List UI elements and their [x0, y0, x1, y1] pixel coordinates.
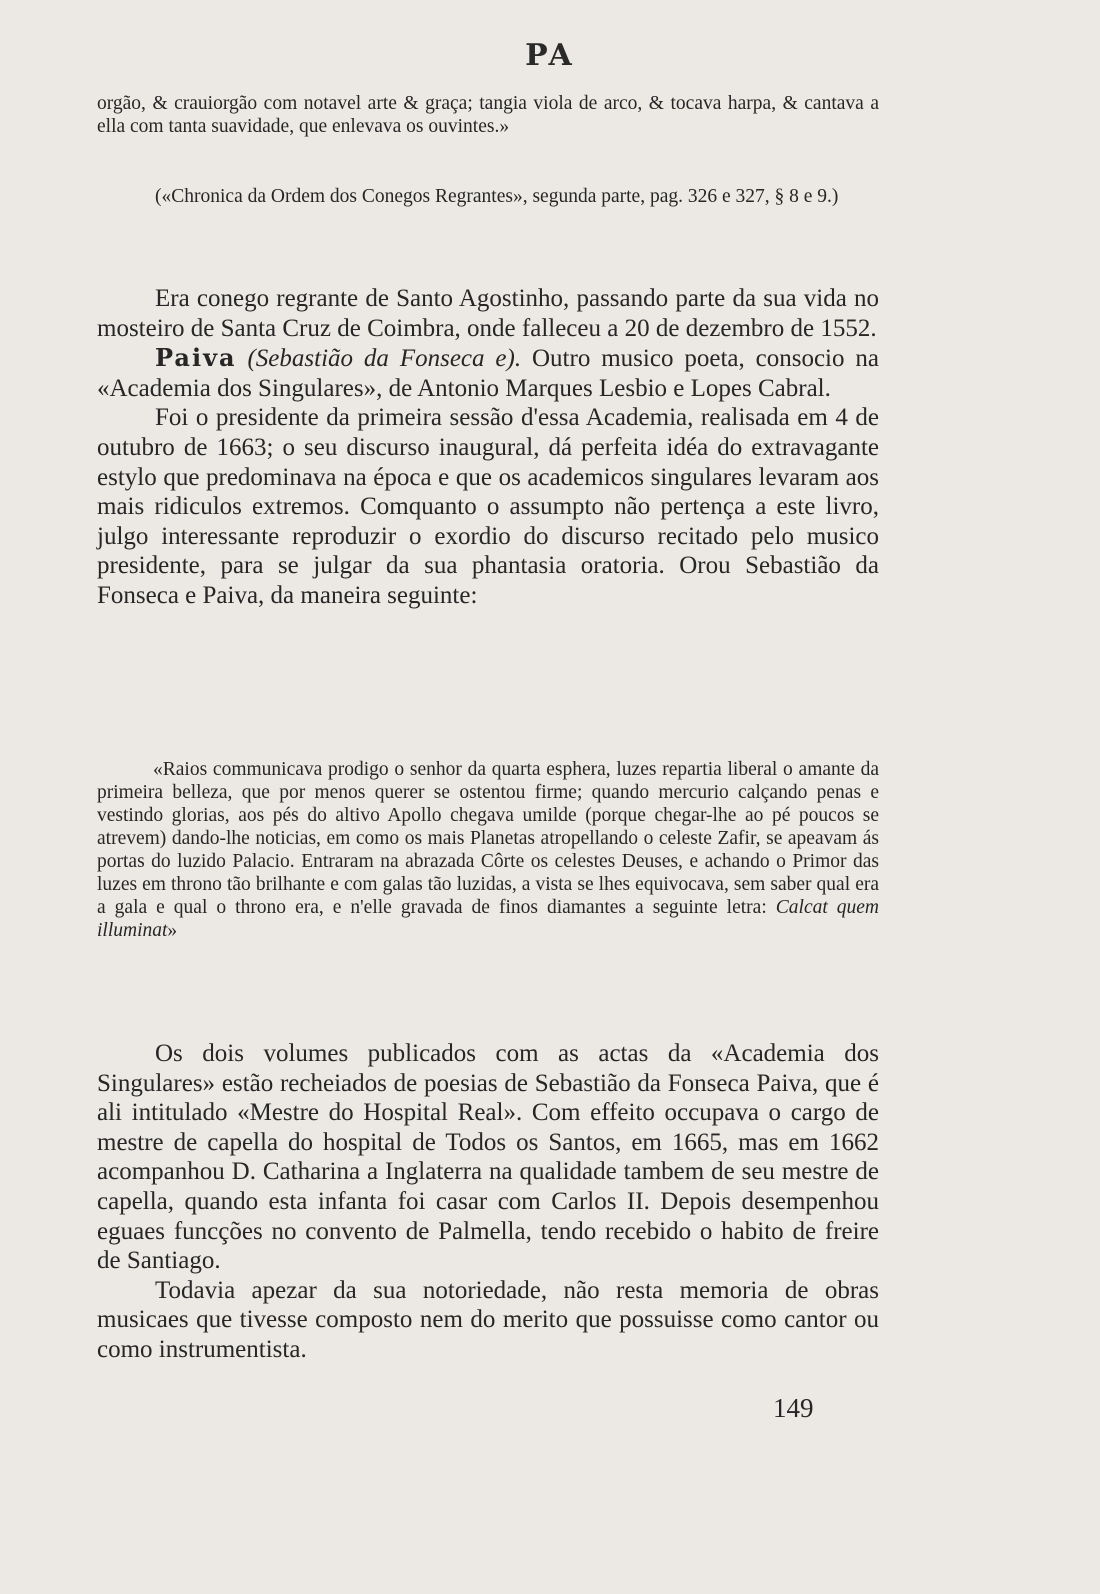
- quote-main-text: «Raios communicava prodigo o senhor da quarta esphera, luzes repartia liberal o amante da primeira belleza, que por menos querer se ostentou firme; quando mercurio calçando penas e vestindo glorias, aos pés do altivo Apollo chegava umilde (porque chegar-lhe ao pé poucos se atrevem) dando-lhe noticias, em como os mais Planetas atropellando o celeste Zafir, se apeavam ás portas do luzido Palacio. Entraram na abrazada Côrte os celestes Deuses, e achando o Primor das luzes em throno tão brilhante e com galas tão luzidas, a vista se lhes equivocava, sem saber qual era a gala e qual o throno era, e n'elle gravada de finos diamantes a seguinte letra:: [97, 759, 879, 918]
- entry-paiva: [97, 343, 879, 403]
- quote-main-closing: »: [167, 920, 178, 941]
- paragraph-1: Era conego regrante de Santo Agostinho, passando parte da sua vida no mosteiro de Santa Cruz de Coimbra, onde falleceu a 20 de dezembro de 1552.: [97, 285, 879, 342]
- entry-name: (Sebastião da Fonseca e).: [247, 345, 522, 373]
- running-head: PA: [525, 38, 575, 73]
- citation: [97, 185, 879, 208]
- entry-text: Outro musico poeta, consocio na «Academia dos Singulares», de Antonio Marques Lesbio e Lopes Cabral.: [97, 345, 879, 402]
- quote-main-paragraph: [97, 758, 879, 942]
- quote-top-text: orgão, & crauiorgão com notavel arte & graça; tangia viola de arco, & tocava harpa, & cantava a ella com tanta suavidade, que enlevava os ouvintes.»: [97, 93, 879, 137]
- main-text-bottom: [97, 1039, 879, 1365]
- entry-headword: Paiva: [155, 343, 237, 373]
- page-number: 149: [773, 1393, 814, 1423]
- quote-main: [97, 758, 879, 942]
- citation-text: («Chronica da Ordem dos Conegos Regrantes», segunda parte, pag. 326 e 327, § 8 e 9.): [155, 186, 839, 207]
- paragraph-4: Todavia apezar da sua notoriedade, não resta memoria de obras musicaes que tivesse composto nem do merito que possuisse como cantor ou como instrumentista.: [97, 1276, 879, 1363]
- main-text-top: [97, 284, 879, 611]
- quote-top: [97, 92, 879, 138]
- quote-main-italic: Calcat quem illuminat: [97, 897, 880, 941]
- paragraph-2: Foi o presidente da primeira sessão d'essa Academia, realisada em 4 de outubro de 1663; o seu discurso inaugural, dá perfeita idéa do extravagante estylo que predominava na época e que os academicos singulares levaram aos mais ridiculos extremos. Comquanto o assumpto não pertença a este livro, julgo interessante reproduzir o exordio do discurso recitado pelo musico presidente, para se julgar da sua phantasia oratoria. Orou Sebastião da Fonseca e Paiva, da maneira seguinte:: [97, 404, 879, 609]
- paragraph-3: Os dois volumes publicados com as actas da «Academia dos Singulares» estão recheiados de poesias de Sebastião da Fonseca Paiva, que é ali intitulado «Mestre do Hospital Real». Com effeito occupava o cargo de mestre de capella do hospital de Todos os Santos, em 1665, mas em 1662 acompanhou D. Catharina a Inglaterra na qualidade tambem de seu mestre de capella, quando esta infanta foi casar com Carlos II. Depois desempenhou eguaes funcções no convento de Palmella, tendo recebido o habito de freire de Santiago.: [97, 1040, 879, 1275]
